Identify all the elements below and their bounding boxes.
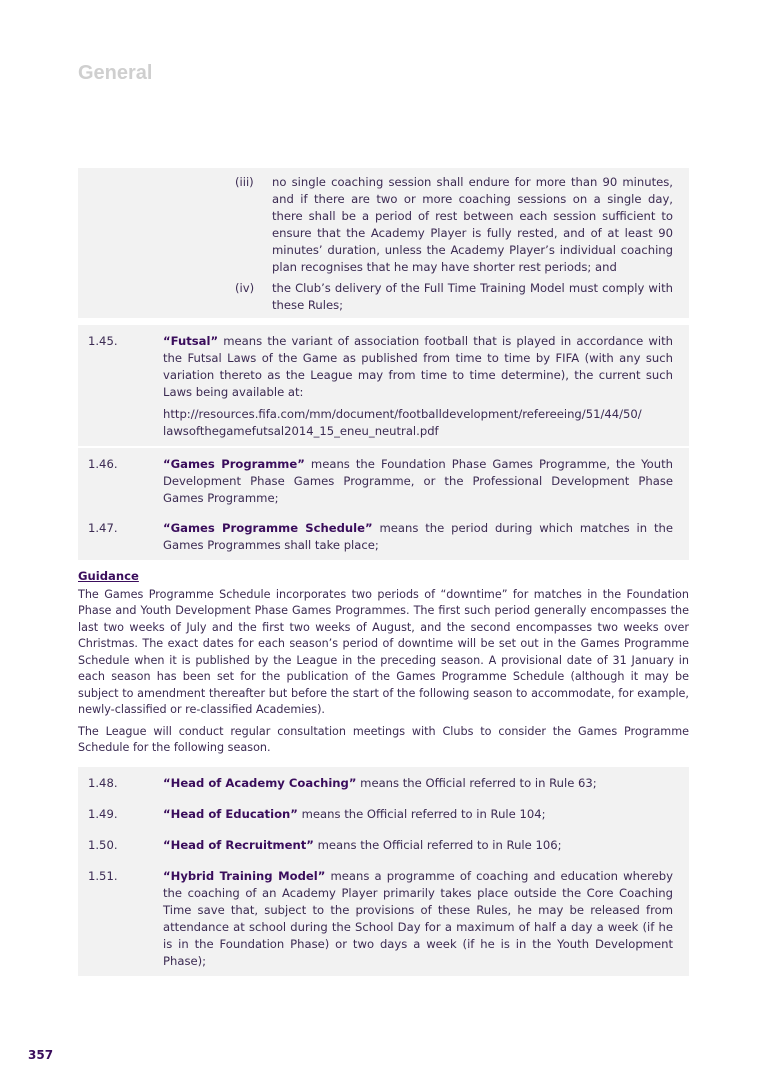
section-title: General xyxy=(78,62,153,84)
definition-term: “Futsal” xyxy=(163,334,219,348)
definition-number: 1.48. xyxy=(88,776,118,790)
continuation-block xyxy=(78,168,689,318)
sub-item-text: no single coaching session shall endure for more than 90 minutes, and if there are two or more coaching sessions on a single day, there shall be a period of rest between each session sufficient to ensure that the Academy Player is fully rested, and of at least 90 minutes’ duration, unless the Academy Player’s individual coaching plan recognises that he may have shorter rest periods; and xyxy=(272,175,673,274)
definition-1-49 xyxy=(78,798,689,829)
definition-number: 1.47. xyxy=(88,521,118,535)
definition-text: means the Foundation Phase Games Programme, the Youth Development Phase Games Programme, or the Professional Development Phase Games Programme; xyxy=(163,457,673,505)
definition-term: “Head of Education” xyxy=(163,807,298,821)
futsal-laws-url: http://resources.fifa.com/mm/document/footballdevelopment/refereeing/51/44/50/ lawsofthegamefutsal2014_15_eneu_neutral.pdf xyxy=(163,407,642,438)
sub-item-number: (iv) xyxy=(235,281,255,295)
definition-1-47 xyxy=(78,512,689,560)
definition-1-48 xyxy=(78,767,689,798)
definition-number: 1.45. xyxy=(88,334,118,348)
definition-text: means a programme of coaching and education whereby the coaching of an Academy Player primarily takes place outside the Core Coaching Time save that, subject to the provisions of these Rules, he may be released from attendance at school during the School Day for a maximum of half a day a week (if he is in the Foundation Phase) or two days a week (if he is in the Youth Development Phase); xyxy=(163,869,673,968)
definition-number: 1.49. xyxy=(88,807,118,821)
sub-item xyxy=(78,280,689,314)
definition-term: “Head of Recruitment” xyxy=(163,838,314,852)
definition-term: “Games Programme” xyxy=(163,457,305,471)
guidance-heading: Guidance xyxy=(78,569,139,583)
definition-number: 1.51. xyxy=(88,869,118,883)
sub-item-number: (iii) xyxy=(235,175,254,189)
page-number: 357 xyxy=(28,1048,54,1062)
definition-number: 1.46. xyxy=(88,457,118,471)
definition-1-50 xyxy=(78,829,689,860)
definition-term: “Hybrid Training Model” xyxy=(163,869,326,883)
definition-number: 1.50. xyxy=(88,838,118,852)
definition-term: “Games Programme Schedule” xyxy=(163,521,373,535)
sub-item-text: the Club’s delivery of the Full Time Training Model must comply with these Rules; xyxy=(272,281,673,312)
guidance-paragraph: The Games Programme Schedule incorporates two periods of “downtime” for matches in the Foundation Phase and Youth Development Phase Games Programmes. The first such period generally encompasses the last two weeks of July and the first two weeks of August, and the second encompasses two weeks over Christmas. The exact dates for each season’s period of downtime will be set out in the Games Programme Schedule when it is published by the League in the preceding season. A provisional date of 31 January in each season has been set for the publication of the Games Programme Schedule (although it may be subject to amendment thereafter but before the start of the following season to accommodate, for example, newly-classified or re-classified Academies). xyxy=(78,587,689,716)
guidance-paragraph: The League will conduct regular consultation meetings with Clubs to consider the Games Programme Schedule for the following season. xyxy=(78,724,689,754)
definition-1-51 xyxy=(78,860,689,976)
definition-1-46 xyxy=(78,448,689,513)
definition-text: means the variant of association football that is played in accordance with the Futsal Laws of the Game as published from time to time by FIFA (with any such variation thereto as the League may from time to time determine), the current such Laws being available at: xyxy=(163,334,673,399)
definition-term: “Head of Academy Coaching” xyxy=(163,776,357,790)
definition-text: means the Official referred to in Rule 106; xyxy=(313,838,562,852)
sub-item xyxy=(78,174,689,276)
definition-1-45 xyxy=(78,325,689,446)
definition-text: means the Official referred to in Rule 63; xyxy=(356,776,597,790)
definition-text: means the period during which matches in the Games Programmes shall take place; xyxy=(163,521,673,552)
definition-text: means the Official referred to in Rule 104; xyxy=(297,807,546,821)
guidance-section xyxy=(78,568,689,762)
